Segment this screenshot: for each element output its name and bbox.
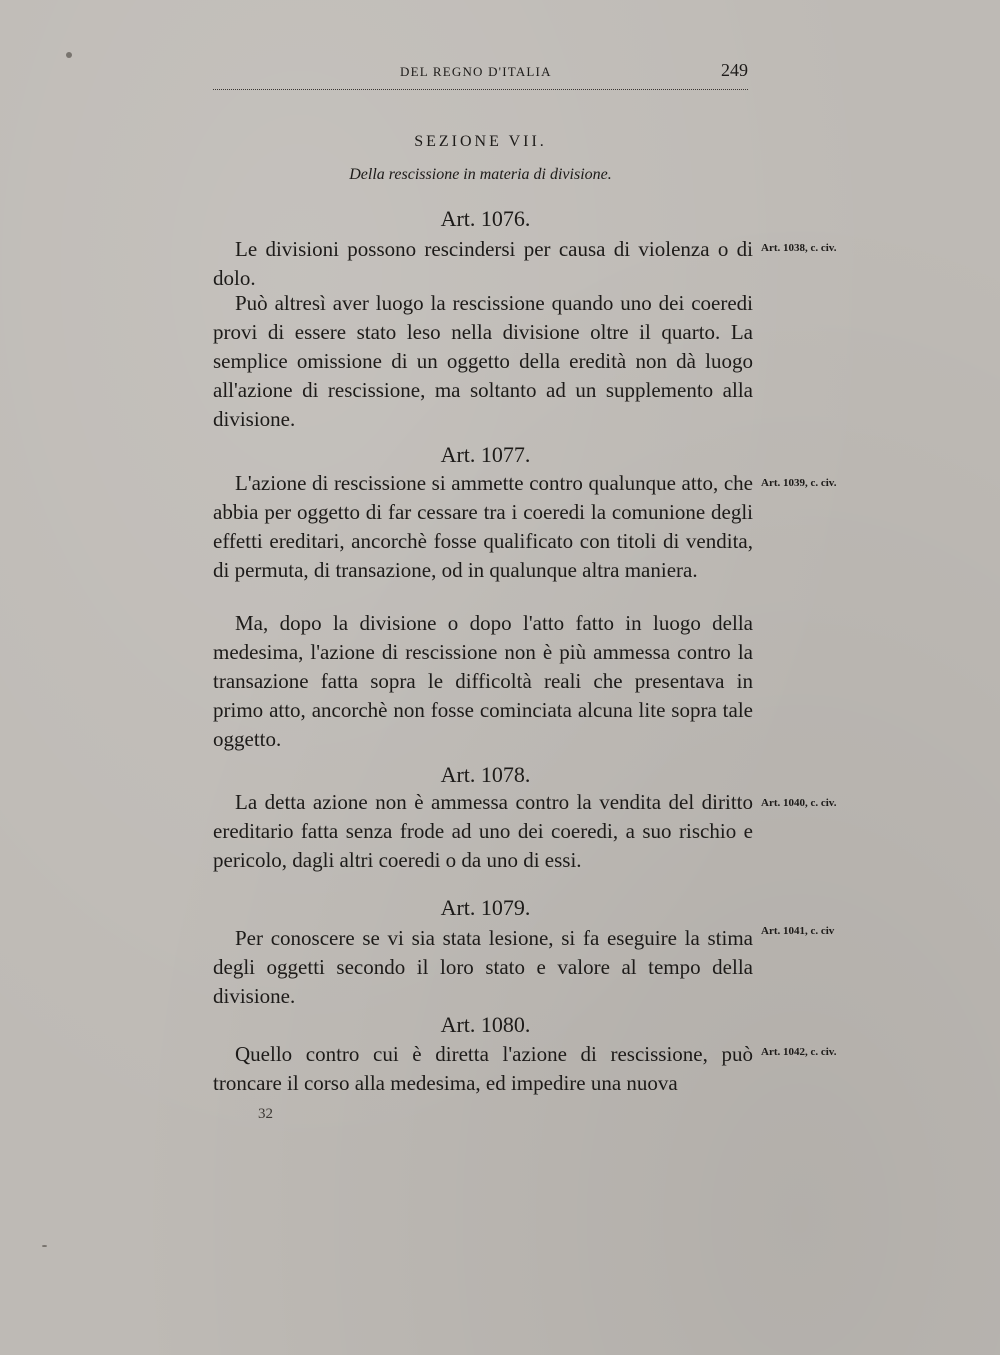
section-subtitle: Della rescissione in materia di divisione. (349, 166, 612, 183)
margin-note: Art. 1042, c. civ. (761, 1046, 837, 1058)
article-paragraph: Le divisioni possono rescindersi per causa di violenza o di dolo. (213, 237, 753, 290)
page-header (213, 58, 748, 84)
article-heading: Art. 1079. (440, 895, 531, 920)
article-heading: Art. 1076. (440, 206, 531, 231)
article-paragraph: Quello contro cui è diretta l'azione di rescissione, può troncare il corso alla medesima, ed impedire una nuova (213, 1042, 753, 1095)
article-heading: Art. 1077. (440, 442, 531, 467)
running-title: DEL REGNO D'ITALIA (400, 64, 552, 79)
article-paragraph: Per conoscere se vi sia stata lesione, si fa eseguire la stima degli oggetti secondo il loro stato e valore al tempo della divisione. (213, 926, 753, 1008)
article-paragraph: Può altresì aver luogo la rescissione quando uno dei coeredi provi di essere stato leso nella divisione oltre il quarto. La semplice omissione di un oggetto della eredità non dà luogo all'azione di rescissione, ma soltanto ad un supplemento alla divisione. (213, 291, 753, 431)
paper-speck (66, 52, 72, 58)
margin-note: Art. 1038, c. civ. (761, 242, 837, 254)
article-paragraph: Ma, dopo la divisione o dopo l'atto fatto in luogo della medesima, l'azione di rescissione non è più ammessa contro la transazione fatta sopra le difficoltà reali che presentava in primo atto, ancorchè non fosse cominciata alcuna lite sopra tale oggetto. (213, 611, 753, 751)
margin-note: Art. 1040, c. civ. (761, 797, 837, 809)
article-paragraph: L'azione di rescissione si ammette contro qualunque atto, che abbia per oggetto di far cessare tra i coeredi la comunione degli effetti ereditari, ancorchè fosse qualificato con titoli di vendita, di permuta, di transazione, od in qualunque altra maniera. (213, 471, 753, 582)
margin-note: Art. 1041, c. civ (761, 925, 835, 937)
article-heading: Art. 1080. (440, 1012, 531, 1037)
page-number: 249 (721, 60, 748, 80)
printer-signature: 32 (258, 1106, 273, 1122)
article-paragraph: La detta azione non è ammessa contro la vendita del diritto ereditario fatta senza frode ad uno dei coeredi, a suo rischio e pericolo, dagli altri coeredi o da uno di essi. (213, 790, 753, 872)
margin-note: Art. 1039, c. civ. (761, 477, 837, 489)
article-heading: Art. 1078. (440, 762, 531, 787)
paper-speck (42, 1245, 47, 1247)
section-title: SEZIONE VII. (414, 133, 547, 150)
header-rule (213, 89, 748, 90)
